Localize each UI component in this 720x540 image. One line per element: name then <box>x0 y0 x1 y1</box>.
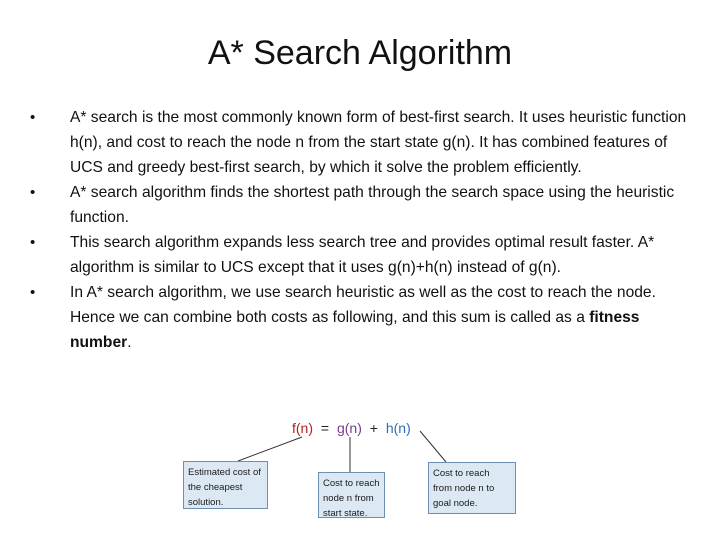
bullet-item <box>30 280 690 355</box>
connector-h-line <box>420 431 446 462</box>
formula-g-term: g(n) <box>336 420 362 436</box>
cost-from-start-box: Cost to reach node n from start state. <box>318 472 385 518</box>
estimated-cost-box: Estimated cost of the cheapest solution. <box>183 461 268 509</box>
bullet-icon: • <box>30 234 36 251</box>
fitness-formula <box>292 419 411 437</box>
formula-h-term: h(n) <box>385 420 411 436</box>
connector-f-line <box>238 437 302 461</box>
bullet-icon: • <box>30 109 36 126</box>
slide-title: A* Search Algorithm <box>207 34 513 72</box>
bullet-item <box>30 180 690 230</box>
bullet-list <box>30 105 690 355</box>
bullet-icon: • <box>30 284 36 301</box>
bullet-text: A* search is the most commonly known form of best-first search. It uses heuristic function h(n), and cost to reach the node n from the start state g(n). It has combined features of UCS and greedy best-first search, by which it solve the problem efficiently. <box>70 109 687 176</box>
formula-f-term: f(n) <box>292 420 313 436</box>
formula-plus: + <box>369 420 378 436</box>
bullet-text: A* search algorithm finds the shortest path through the search space using the heuristic function. <box>70 184 675 226</box>
fitness-number-term: fitness number <box>70 309 640 351</box>
bullet-text: In A* search algorithm, we use search heuristic as well as the cost to reach the node. Hence we can combine both costs as following, and this sum is called as a <box>70 284 656 326</box>
cost-to-goal-box: Cost to reach from node n to goal node. <box>428 462 516 514</box>
bullet-end-punctuation: . <box>127 334 132 351</box>
formula-equals: = <box>320 420 330 436</box>
bullet-item <box>30 105 690 180</box>
bullet-icon: • <box>30 184 36 201</box>
bullet-item <box>30 230 690 280</box>
bullet-text: This search algorithm expands less search tree and provides optimal result faster. A* algorithm is similar to UCS except that it uses g(n)+h(n) instead of g(n). <box>70 234 655 276</box>
